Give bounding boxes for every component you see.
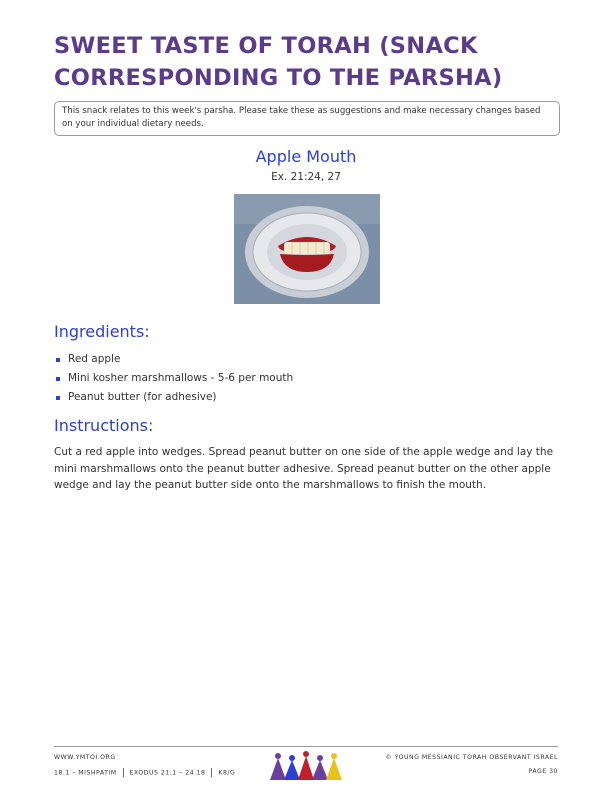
- dietary-note: This snack relates to this week's parsha. Please take these as suggestions and make necessary changes based on your individual dietary needs.: [54, 101, 560, 136]
- ingredients-list: [54, 350, 293, 407]
- list-item: Red apple: [54, 350, 293, 369]
- bullet-icon: [56, 377, 60, 381]
- list-item: Peanut butter (for adhesive): [54, 388, 293, 407]
- footer-grade: K8/G: [218, 769, 236, 777]
- footer-parsha: 18.1 – MISHPATIM: [54, 769, 117, 777]
- apple-mouth-photo: [234, 194, 380, 304]
- bullet-icon: [56, 396, 60, 400]
- ingredients-heading: Ingredients:: [54, 322, 150, 341]
- footer-website: WWW.YMTOI.ORG: [54, 754, 116, 761]
- footer-scripture: EXODUS 21.1 – 24.18: [129, 769, 206, 777]
- list-item: Mini kosher marshmallows - 5-6 per mouth: [54, 369, 293, 388]
- ymtoi-logo-icon: [268, 750, 348, 782]
- instructions-text: Cut a red apple into wedges. Spread peanut butter on one side of the apple wedge and lay the mini marshmallows onto the peanut butter adhesive. Spread peanut butter on the other apple wedge and lay the peanut butter side onto the marshmallows to finish the mouth.: [54, 446, 554, 491]
- footer-page-number: PAGE 30: [528, 768, 558, 775]
- instructions-heading: Instructions:: [54, 416, 154, 435]
- bullet-icon: [56, 358, 60, 362]
- footer-divider: [54, 746, 558, 747]
- scripture-reference: Ex. 21:24, 27: [271, 171, 341, 183]
- footer-copyright: © YOUNG MESSIANIC TORAH OBSERVANT ISRAEL: [385, 754, 558, 761]
- recipe-title: Apple Mouth: [255, 147, 357, 166]
- page-title: SWEET TASTE OF TORAH (SNACK CORRESPONDING TO THE PARSHA): [54, 33, 503, 91]
- footer-info: [54, 768, 235, 777]
